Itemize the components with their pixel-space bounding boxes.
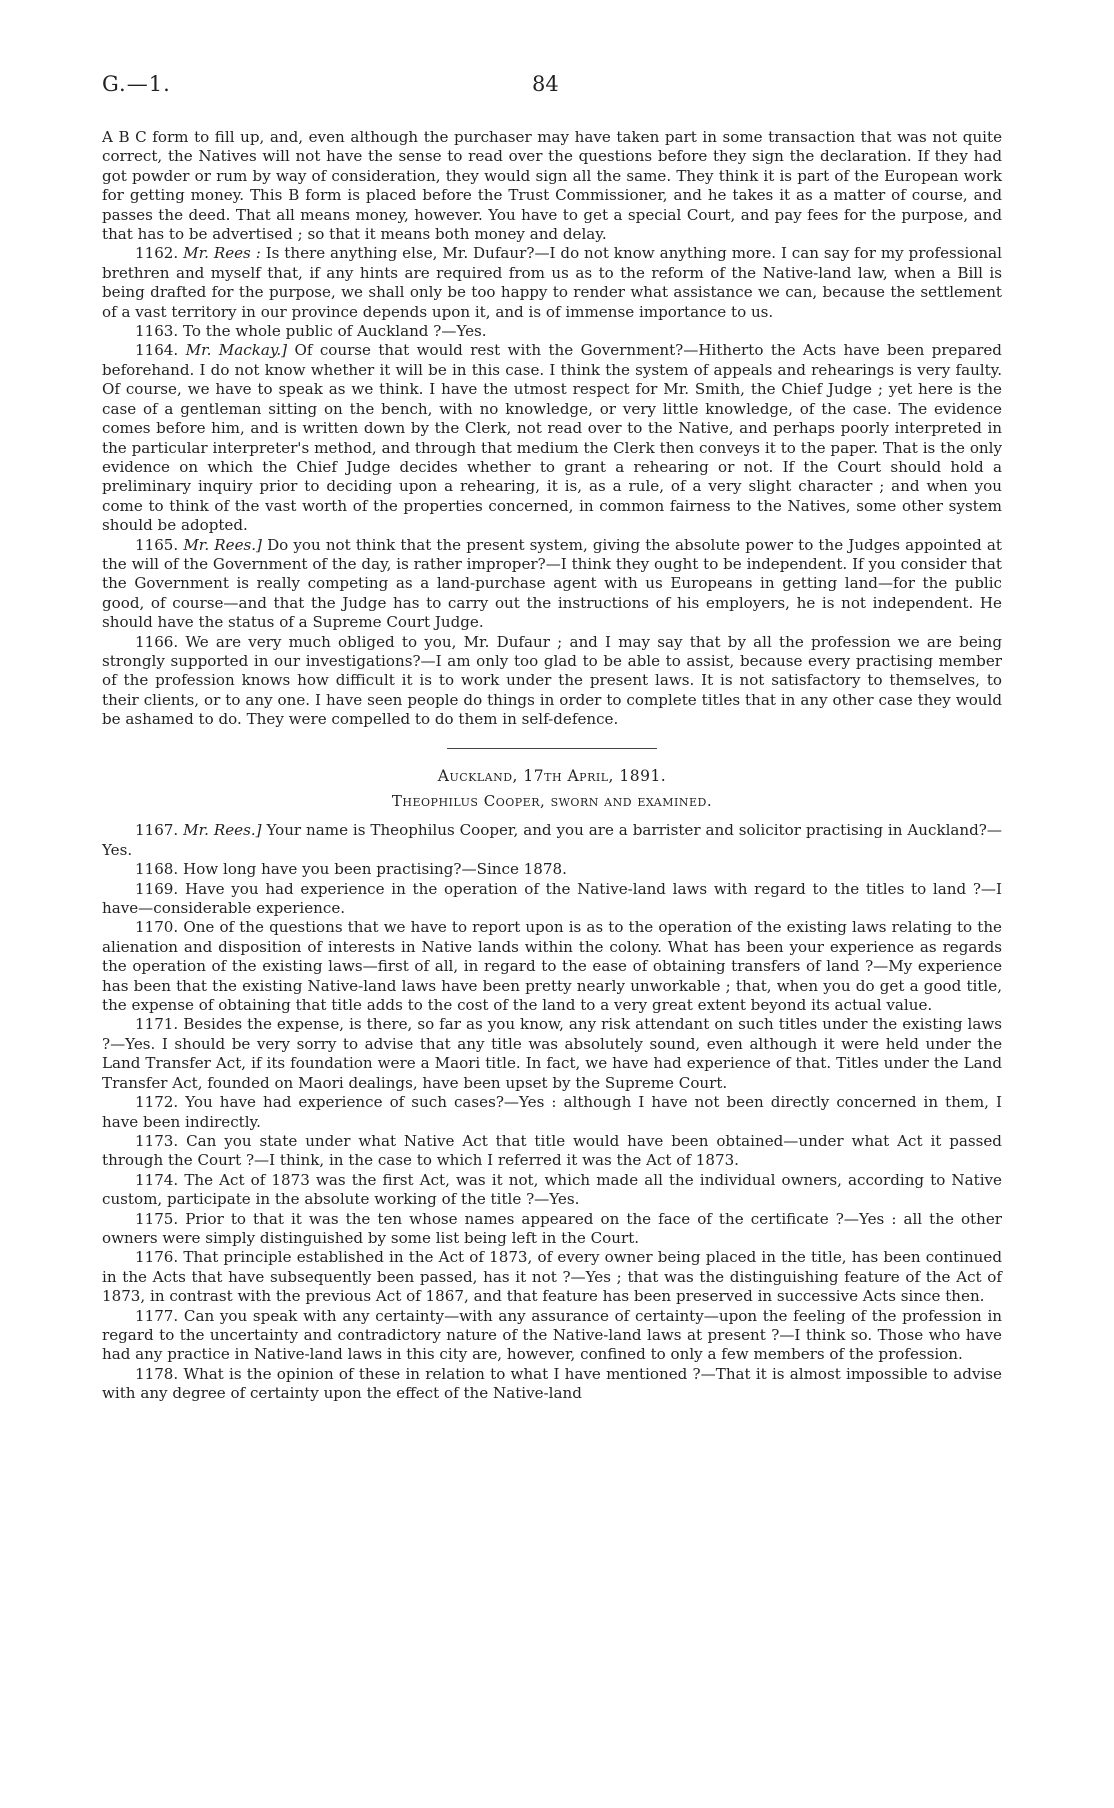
minutes-before	[102, 128, 1002, 730]
paragraph-text: You have had experience of such cases?—Yes : although I have not been directly concerned in them, I have been indirectly.	[102, 1093, 1002, 1131]
question-number: 1174.	[135, 1170, 179, 1189]
paragraph-text: Prior to that it was the ten whose names appeared on the face of the certificate ?—Yes : all the other owners were simply distinguished by some list being left in the Court.	[102, 1209, 1002, 1247]
question-number: 1163.	[135, 322, 179, 341]
minutes-paragraph	[102, 128, 1002, 244]
question-number: 1166.	[135, 632, 179, 651]
minutes-paragraph	[102, 880, 1002, 919]
paragraph-text: Of course that would rest with the Government?—Hitherto the Acts have been prepared beforehand. I do not know whether it will be in this case. I think the system of appeals and rehearings is very faulty. Of course, we have to speak as we think. I have the utmost respect for Mr. Smith, the Chief Judge ; yet here is the case of a gentleman sitting on the bench, with no knowledge, or very little knowledge, of the case. The evidence comes before him, and is written down by the Clerk, not read over to the Native, and perhaps poorly interpreted in the particular interpreter's method, and through that medium the Clerk then conveys it to the paper. That is the only evidence on which the Chief Judge decides whether to grant a rehearing or not. If the Court should hold a preliminary inquiry prior to deciding upon a rehearing, it is, as a rule, of a very slight character ; and when you come to think of the vast worth of the properties concerned, in common fairness to the Natives, some other system should be adopted.	[102, 341, 1002, 535]
minutes-paragraph	[102, 1171, 1002, 1210]
series-label: G.—1.	[102, 72, 171, 96]
question-number: 1168.	[135, 860, 179, 879]
paragraph-text: Have you had experience in the operation of the Native-land laws with regard to the titles to land ?—I have—considerable experience.	[102, 879, 1002, 918]
minutes-paragraph	[102, 1093, 1002, 1132]
minutes-paragraph	[102, 1132, 1002, 1171]
paragraph-text: That principle established in the Act of 1873, of every owner being placed in the title, has been continued in the Acts that have subsequently been passed, has it not ?—Yes ; that was the distinguishing feature of the Act of 1873, in contrast with the previous Act of 1867, and that feature has been preserved in successive Acts since then.	[102, 1248, 1002, 1306]
page-header	[102, 72, 1002, 102]
speaker-name: Mr. Rees.]	[183, 535, 262, 554]
question-number: 1167.	[135, 821, 179, 840]
paragraph-text: Can you speak with any certainty—with any assurance of certainty—upon the feeling of the profession in regard to the uncertainty and contradictory nature of the Native-land laws at present ?—I think so. Those who have had any practice in Native-land laws in this city are, however, confined to only a few members of the profession.	[102, 1306, 1002, 1364]
minutes-paragraph	[102, 860, 1002, 879]
paragraph-text: The Act of 1873 was the first Act, was it not, which made all the individual owners, according to Native custom, participate in the absolute working of the title ?—Yes.	[102, 1170, 1002, 1209]
question-number: 1170.	[135, 918, 179, 937]
speaker-name: Mr. Rees :	[183, 244, 261, 263]
paragraph-text: One of the questions that we have to report upon is as to the operation of the existing laws relating to the alienation and disposition of interests in Native lands within the colony. What has been your experience as regards the operation of the existing laws—first of all, in regard to the ease of obtaining transfers of land ?—My experience has been that the existing Native-land laws have been pretty nearly unworkable ; that, when you do get a good title, the expense of obtaining that title adds to the cost of the land to a very great extent beyond its actual value.	[102, 918, 1002, 1015]
session-witness: Theophilus Cooper, sworn and examined.	[391, 792, 713, 810]
body-text	[102, 128, 1002, 1404]
question-number: 1178.	[135, 1364, 179, 1383]
minutes-paragraph	[102, 536, 1002, 633]
paragraph-text: A B C form to fill up, and, even although the purchaser may have taken part in some transaction that was not quite correct, the Natives will not have the sense to read over the questions before they sign the declaration. If they had got powder or rum by way of consideration, they would sign all the same. They think it is part of the European work for getting money. This B form is placed before the Trust Commissioner, and he takes it as a matter of course, and passes the deed. That all means money, however. You have to get a special Court, and pay fees for the purpose, and that has to be advertised ; so that it means both money and delay.	[102, 128, 1002, 244]
minutes-paragraph	[102, 918, 1002, 1015]
minutes-paragraph	[102, 1248, 1002, 1306]
speaker-name: Mr. Rees.]	[183, 821, 262, 840]
question-number: 1165.	[135, 535, 179, 554]
session-place-date: Auckland, 17th April, 1891.	[437, 766, 667, 785]
question-number: 1169.	[135, 879, 179, 898]
minutes-paragraph	[102, 341, 1002, 535]
paragraph-text: Besides the expense, is there, so far as you know, any risk attendant on such titles under the existing laws ?—Yes. I should be very sorry to advise that any title was absolutely sound, even although it were held under the Land Transfer Act, if its foundation were a Maori title. In fact, we have had experience of that. Titles under the Land Transfer Act, founded on Maori dealings, have been upset by the Supreme Court.	[102, 1015, 1002, 1092]
paragraph-text: Your name is Theophilus Cooper, and you are a barrister and solicitor practising in Auckland?—Yes.	[102, 821, 1002, 859]
minutes-after	[102, 821, 1002, 1403]
paragraph-text: Is there anything else, Mr. Dufaur?—I do not know anything more. I can say for my professional brethren and myself that, if any hints are required from us as to the reform of the Native-land law, when a Bill is being drafted for the purpose, we shall only be too happy to render what assistance we can, because the settlement of a vast territory in our province depends upon it, and is of immense importance to us.	[102, 244, 1002, 321]
minutes-paragraph	[102, 821, 1002, 860]
section-divider	[447, 748, 657, 749]
question-number: 1162.	[135, 244, 179, 263]
minutes-paragraph	[102, 322, 1002, 341]
question-number: 1175.	[135, 1209, 179, 1228]
speaker-name: Mr. Mackay.]	[185, 341, 288, 360]
minutes-paragraph	[102, 1210, 1002, 1249]
minutes-paragraph	[102, 633, 1002, 730]
paragraph-text: Do you not think that the present system, giving the absolute power to the Judges appointed at the will of the Government of the day, is rather improper?—I think they ought to be independent. If you consider that the Government is really competing as a land-purchase agent with us Europeans in getting land—for the public good, of course—and that the Judge has to carry out the instructions of his employers, he is not independent. He should have the status of a Supreme Court Judge.	[102, 535, 1002, 632]
paragraph-text: What is the opinion of these in relation to what I have mentioned ?—That it is almost impossible to advise with any degree of certainty upon the effect of the Native-land	[102, 1364, 1002, 1403]
question-number: 1172.	[135, 1093, 179, 1112]
paragraph-text: How long have you been practising?—Since 1878.	[183, 860, 567, 879]
paragraph-text: We are very much obliged to you, Mr. Dufaur ; and I may say that by all the profession we are being strongly supported in our investigations?—I am only too glad to be able to assist, because every practising member of the profession knows how difficult it is to work under the present laws. It is not satisfactory to themselves, to their clients, or to any one. I have seen people do things in order to complete titles that in any other case they would be ashamed to do. They were compelled to do them in self-defence.	[102, 632, 1002, 729]
paragraph-text: Can you state under what Native Act that title would have been obtained—under what Act it passed through the Court ?—I think, in the case to which I referred it was the Act of 1873.	[102, 1131, 1002, 1170]
question-number: 1176.	[135, 1248, 179, 1267]
minutes-paragraph	[102, 1365, 1002, 1404]
minutes-paragraph	[102, 244, 1002, 322]
question-number: 1177.	[135, 1306, 179, 1325]
question-number: 1171.	[135, 1015, 179, 1034]
minutes-paragraph	[102, 1307, 1002, 1365]
question-number: 1173.	[135, 1131, 179, 1150]
paragraph-text: To the whole public of Auckland ?—Yes.	[183, 322, 487, 341]
question-number: 1164.	[135, 341, 179, 360]
minutes-paragraph	[102, 1015, 1002, 1093]
page-number: 84	[532, 72, 559, 96]
